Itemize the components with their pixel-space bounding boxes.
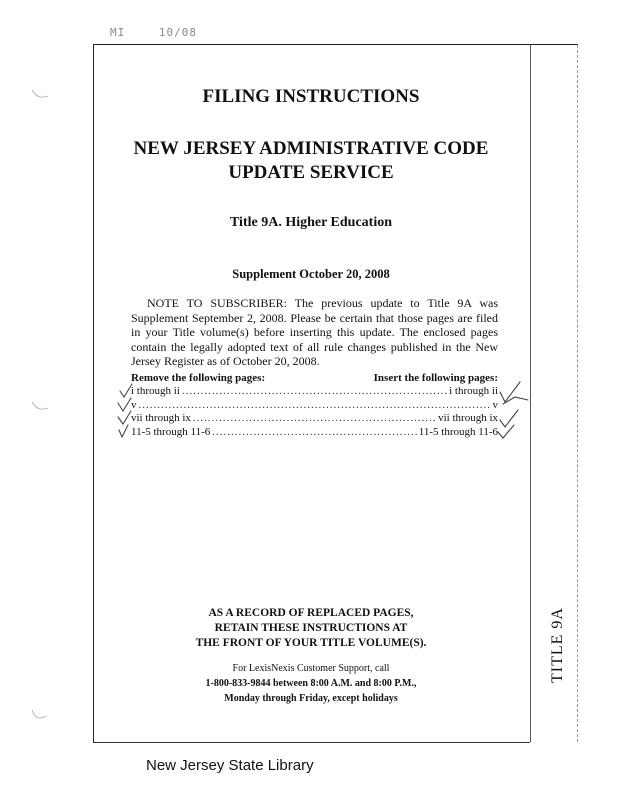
subscriber-note: NOTE TO SUBSCRIBER: The previous update to Title 9A was Supplement September 2, 2008. Please be certain that those pages are filed in your Title volume(s) before inserting this update. The enclosed pages contain the legally adopted text of all rule changes published in the New Jersey Register as of October 20, 2008.: [131, 296, 498, 368]
binder-hole-mark-icon: [32, 90, 48, 97]
remove-pages: vii through ix: [131, 412, 191, 424]
library-credit: New Jersey State Library: [146, 757, 314, 774]
remove-pages: v: [131, 398, 137, 411]
stamp-date: 10/08: [158, 26, 197, 39]
page-row: [131, 399, 498, 413]
insert-header: Insert the following pages:: [373, 372, 498, 384]
retain-line3: THE FRONT OF YOUR TITLE VOLUME(S).: [195, 637, 427, 649]
title-name: Title 9A. Higher Education: [229, 215, 393, 230]
retain-line1: AS A RECORD OF REPLACED PAGES,: [208, 607, 414, 619]
insert-pages: vii through ix: [438, 412, 498, 424]
receipt-stamp: [110, 26, 223, 39]
remove-header: Remove the following pages:: [131, 372, 266, 384]
support-line1: For LexisNexis Customer Support, call: [232, 663, 390, 674]
dot-leader: [139, 399, 491, 411]
tab-strip-edge: [577, 45, 578, 742]
binder-hole-mark-icon: [32, 402, 48, 409]
tab-label-text: TITLE 9A: [549, 607, 567, 683]
dot-leader: [193, 412, 436, 424]
stamp-mark: MI: [110, 26, 126, 39]
page-row: [131, 385, 498, 399]
insert-pages: v: [492, 398, 498, 411]
page-row: [131, 412, 498, 426]
support-line3: Monday through Friday, except holidays: [224, 693, 398, 704]
tab-label: [548, 600, 568, 690]
page-replacement-list: [131, 372, 498, 439]
retain-line2: RETAIN THESE INSTRUCTIONS AT: [214, 622, 408, 634]
remove-pages: i through ii: [131, 385, 180, 397]
binder-hole-mark-icon: [32, 710, 46, 718]
document-heading: FILING INSTRUCTIONS: [202, 86, 420, 107]
page-list-header: [131, 372, 498, 384]
support-line2: 1-800-833-9844 between 8:00 A.M. and 8:00 P.M.,: [205, 678, 417, 689]
dot-leader: [212, 426, 417, 438]
code-title-line1: NEW JERSEY ADMINISTRATIVE CODE: [133, 138, 489, 159]
insert-pages: 11-5 through 11-6: [418, 425, 498, 438]
remove-pages: 11-5 through 11-6: [131, 425, 211, 438]
supplement-date: Supplement October 20, 2008: [232, 267, 390, 281]
customer-support: [93, 661, 529, 706]
insert-pages: i through ii: [449, 385, 498, 397]
dot-leader: [182, 385, 447, 397]
code-title-line2: UPDATE SERVICE: [228, 162, 394, 183]
code-title: [93, 137, 529, 185]
page-row: [131, 426, 498, 440]
retain-notice: [93, 606, 529, 651]
